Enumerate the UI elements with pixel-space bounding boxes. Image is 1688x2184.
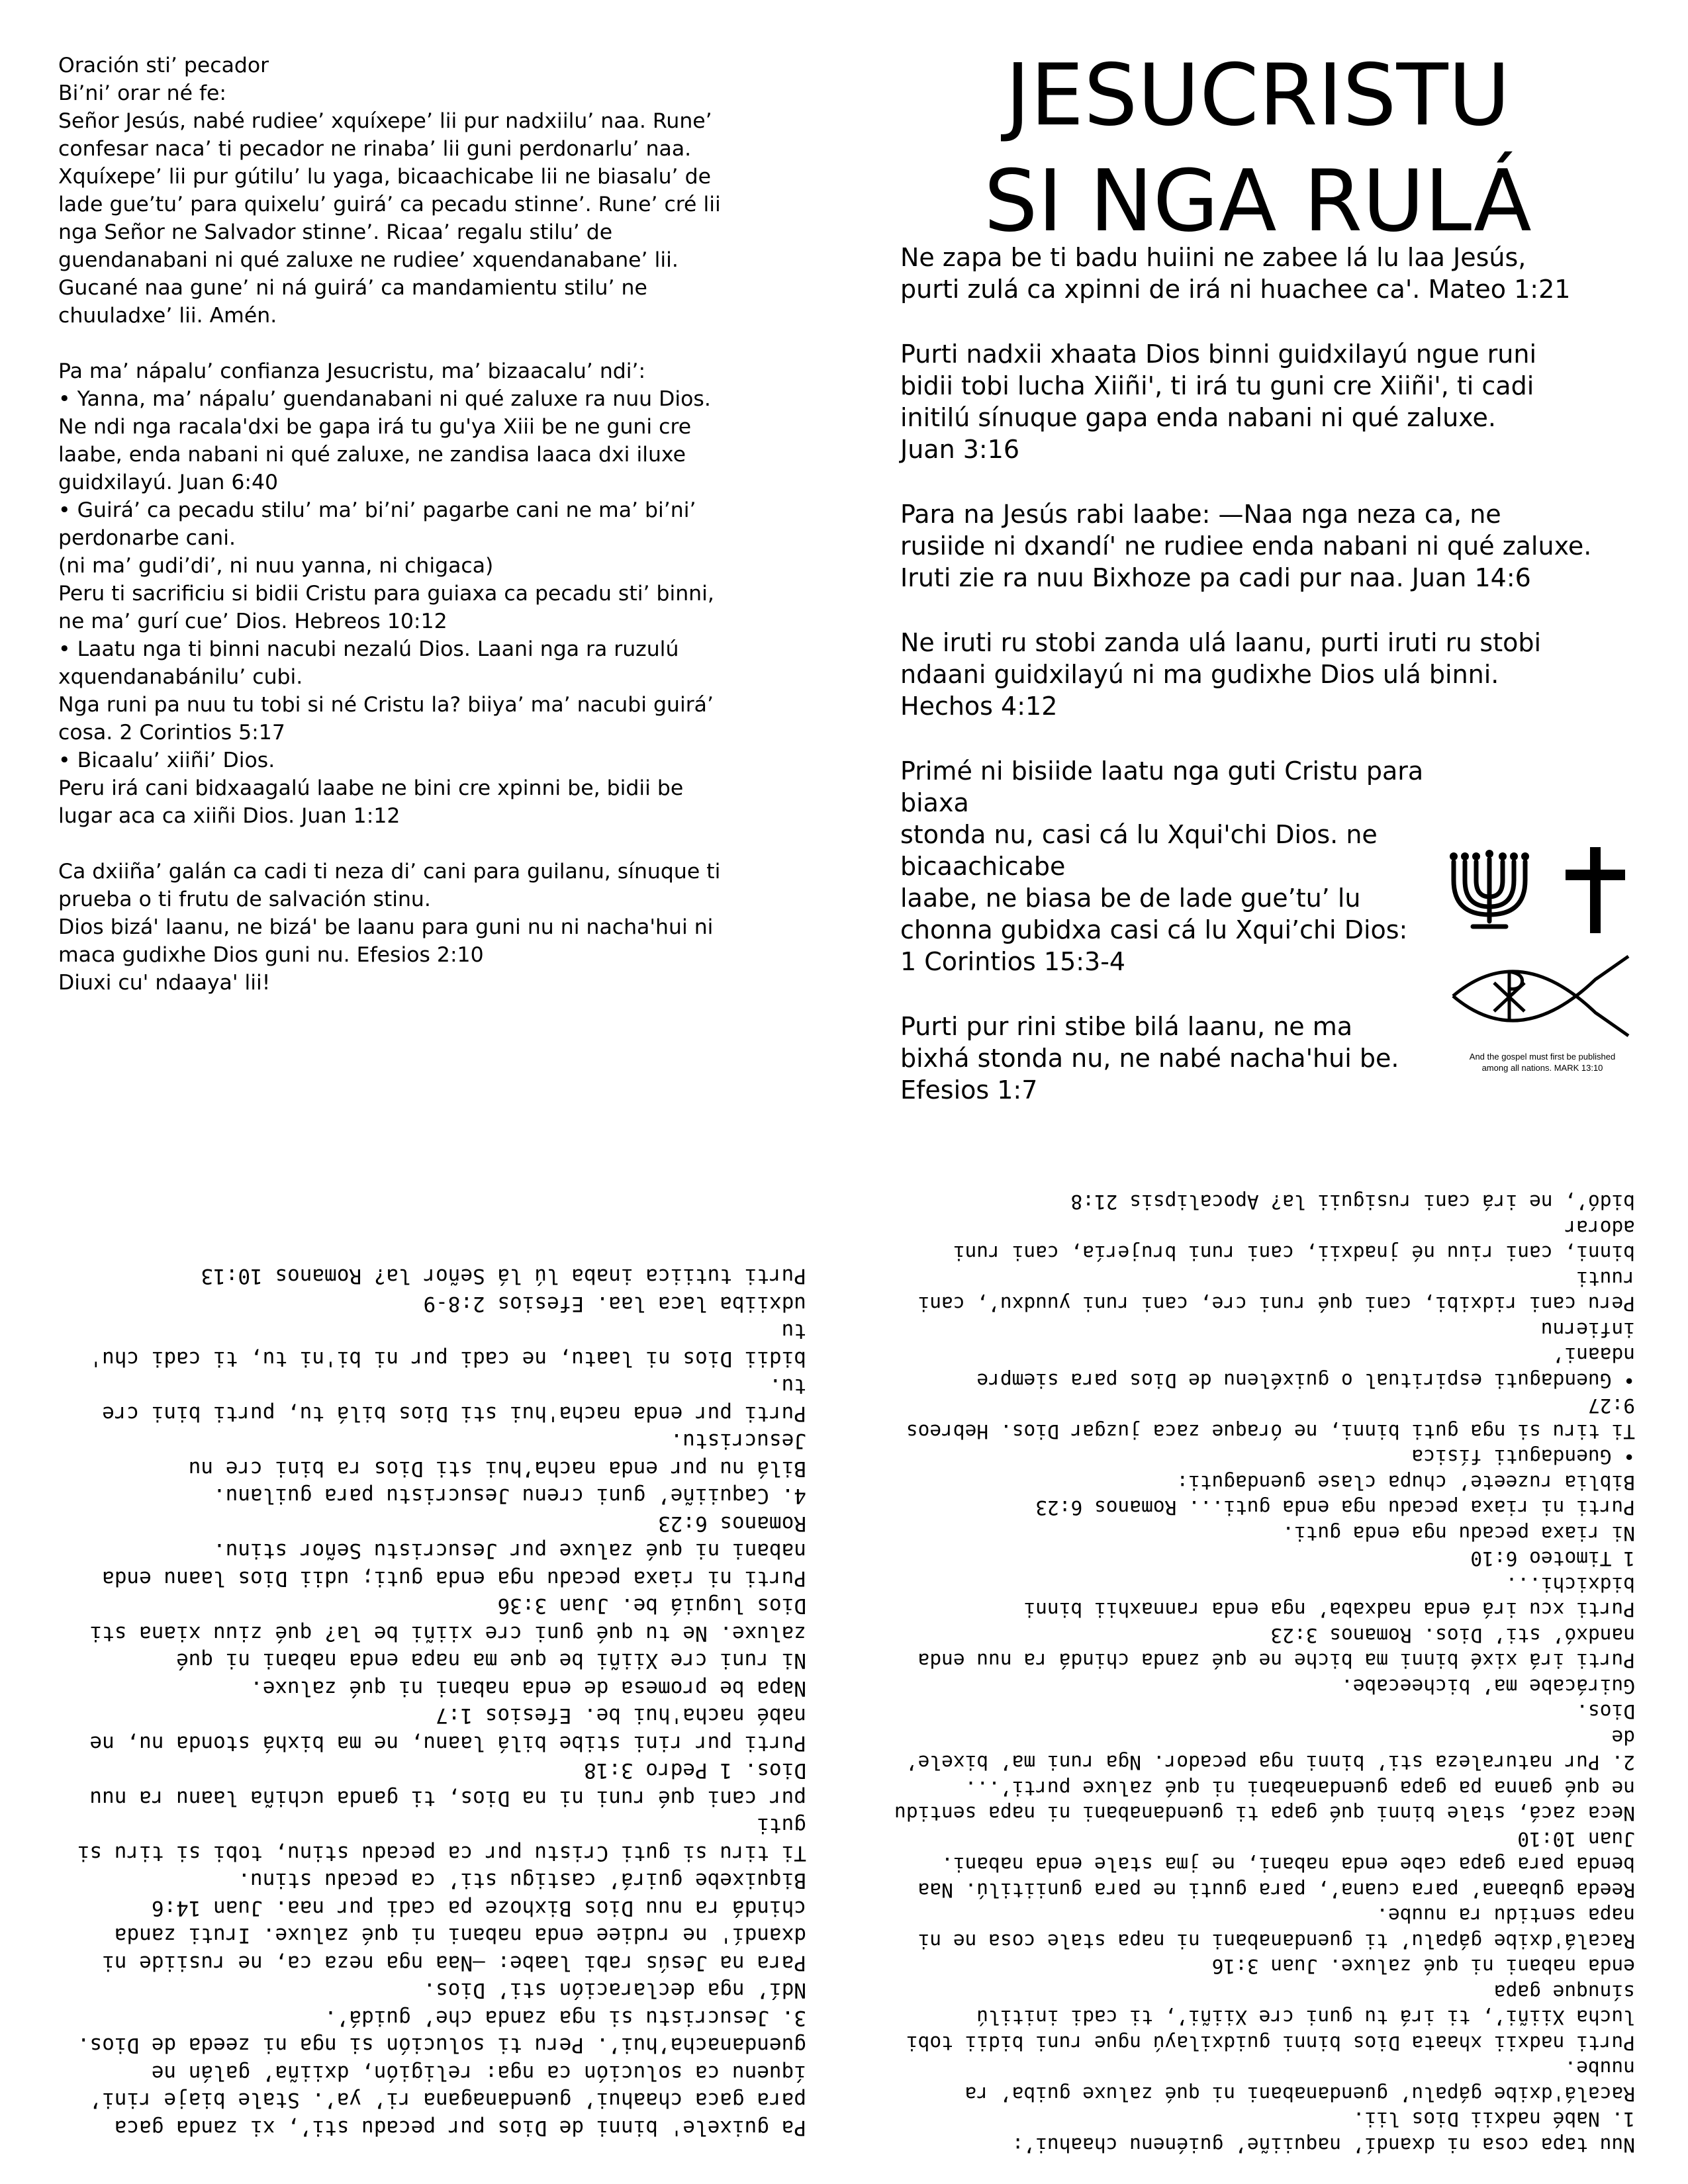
verse-paragraph: Purti pur rini stibe bilá laanu, ne ma bixhá stonda nu, ne nabé nacha'hui be. Efesios 1:7: [900, 1012, 1399, 1105]
verse-paragraph: Primé ni bisiide laatu nga guti Cristu para biaxa stonda nu, casi cá lu Xqui'chi Dios. ne bicaachicabe laabe, ne biasa be de lade gue’tu’ lu chonna gubidxa casi cá lu Xqui’chi Dios: 1 Corintios 15:3-4: [900, 756, 1424, 976]
cross-icon: [1566, 847, 1625, 933]
faith-emblem: [1446, 847, 1638, 1073]
verse-paragraph: Para na Jesús rabi laabe: —Naa nga neza ca, ne rusiide ni dxandí' ne rudiee enda nabani ni qué zaluxe. Iruti zie ra nuu Bixhoze pa cadi pur naa. Juan 14:6: [900, 500, 1592, 592]
title-panel: [880, 43, 1635, 1105]
prayer-text: Oración sti’ pecador Bi’ni’ orar né fe: Señor Jesús, nabé rudiee’ xquíxepe’ lii pur nadxiilu’ naa. Rune’ confesar naca’ ti pecador ne rinaba’ lii guni perdonarlu’ naa. Xquíxepe’ lii pur gútilu’ lu yaga, bicaachicabe lii ne biasalu’ de lade gue’tu’ para quixelu’ guirá’ ca pecadu stinne’. Rune’ cré lii nga Señor ne Salvador stinne’. Ricaa’ regalu stilu’ de guendanabani ni qué zaluxe ne rudiee’ xquendanabane’ lii. Gucané naa gune’ ni ná guirá’ ca mandamientu stilu’ ne chuuladxe’ lii. Amén. Pa ma’ nápalu’ confianza Jesucristu, ma’ bizaacalu’ ndi’: • Yanna, ma’ nápalu’ guendanabani ni qué zaluxe ra nuu Dios. Ne ndi nga racala'dxi be gapa irá tu gu'ya Xiii be ne guni cre laabe, enda nabani ni qué zaluxe, ne zandisa laaca dxi iluxe guidxilayú. Juan 6:40 • Guirá’ ca pecadu stilu’ ma’ bi’ni’ pagarbe cani ne ma’ bi’ni’ perdonarbe cani. (ni ma’ gudi’di’, ni nuu yanna, ni chigaca) Peru ti sacrificiu si bidii Cristu para guiaxa ca pecadu sti’ binni, ne ma’ gurí cue’ Dios. Hebreos 10:12 • Laatu nga ti binni nacubi nezalú Dios. Laani nga ra ruzulú xquendanabánilu’ cubi. Nga runi pa nuu tu tobi si né Cristu la? biiya’ ma’ nacubi guirá’ cosa. 2 Corintios 5:17 • Bicaalu’ xiiñi’ Dios. Peru irá cani bidxaagalú laabe ne bini cre xpinni be, bidii be lugar aca ca xiiñi Dios. Juan 1:12 Ca dxiiña’ galán ca cadi ti neza di’ cani para guilanu, sínuque ti prueba o ti frutu de salvación stinu. Dios bizá' laanu, ne bizá' be laanu para guni nu ni nacha'hui ni maca gudixhe Dios guni nu. Efesios 2:10 Diuxi cu' ndaaya' lii!: [58, 54, 721, 995]
title-line-2: SI NGA RULÁ: [984, 152, 1532, 251]
title-line-1: JESUCRISTU: [1005, 46, 1511, 145]
verse-paragraph: Ne zapa be ti badu huiini ne zabee lá lu laa Jesús, purti zulá ca xpinni de irá ni huachee ca'. Mateo 1:21: [900, 243, 1571, 304]
ichthys-chi-rho-icon: [1446, 946, 1638, 1046]
prayer-panel: [58, 52, 806, 1044]
main-title: [880, 43, 1635, 255]
menorah-icon: [1446, 847, 1532, 933]
inverted-left-text: Pa guixele' binni de Dios pur pecadu sti’, xi zanda gaca para gaca chaahui’ guendanagana ri’ ya’. Stale biaje rini’ íquenu ca solución ca nga: religión, dxiiña’ galán ne guendanacha’hui’. Peru ti solución si nga ni zeeda de Dios. 3. Jesucristu si nga zanda che’ guidá’. Ndí’ nga declaración sti’ Dios. Para na Jesús rabi laabe: —Naa nga neza ca, ne rusiide ni dxandí' ne rudiee enda nabani ni qué zaluxe. Iruti zanda chindá ra nuu Dios Bixhoze pa cadi pur naa. Juan 14:6 Biquixebe guirá’ castigu sti’ ca pecadu stinu. Ti tiru si guti Cristu pur ca pecadu stinu, tobi si tiru si guti pur cani qué runi ni na Dios, ti ganda uchiña laanu ra nuu Dios. 1 Pedro 3:18 Purti pur rini stibe bilá laanu, ne ma bixhá stonda nu, ne nabé nacha'hui be. Efesios 1:7 Napa be promesa de enda nabani ni qué zaluxe. Ni runi cre Xiiñi be que ma napa enda nabani ni qué zaluxe. Ne tu qué guni cre xiiñi be la? qué ziuu xiana sti Dios luguiá be. Juan 3:36 Purti ni riaxa pecadu nga enda guti; udii Dios laanu enda nabani ni qué zaluxe pur Jesucristu Señor stinu. Romanos 6:23 4. Caquiiñe’ guni crenu Jesucristu para guilanu. Bilá nu pur enda nacha’hui sti Dios ra bini cre nu Jesucristu. Purti pur enda nacha'hui sti Dios bilá tu, purti bini cre tu. bidii Dios ni laatu, ne cadi pur ni bi'ni tu, ti cadi chu' tu udxiiba laca laa. Efesios 2:8-9 Purti tutiica inaba lú lá Señor la? Romanos 10:13: [77, 1264, 806, 2140]
verse-paragraph: Purti nadxii xhaata Dios binni guidxilayú ngue runi bidii tobi lucha Xiiñi', ti irá tu guni cre Xiiñi', ti cadi initilú sínuque gapa enda nabani ni qué zaluxe. Juan 3:16: [900, 340, 1537, 464]
emblem-caption: And the gospel must first be published among all nations. MARK 13:10: [1469, 1052, 1616, 1073]
inverted-left-panel: [58, 1152, 806, 2141]
inverted-right-panel: [887, 1185, 1635, 2158]
inverted-right-text: Nuu tapa cosa ni dxandí’ naquiiñe’ guiénenu chaahui’: 1. Nabé nadxii Dios lii. Racalá'dxibe gápalu’ guendanabani ni qué zaluxe guiba’ ra nuube. Purti nadxii xhaata Dios binni guidxilayú ngue runi bidii tobi lucha Xiiñi’, ti irá tu guni cre Xiiñi’, ti cadi initilú sínuque gapa enda nabani ni qué zaluxe. Juan 3:16 Racalá'dxibe gápalu’ ti guendanabani ni napa stale cosa ne ni napa sentidu ra nuube. Reeda gubaana’ para cuana’, para guuti ne para guniitilú. Naa benda para gapa cabe enda nabani, ne jma stale enda nabani. Juan 10:10 Neca zacá, stale binni qué gapa ti guendanabani ni napa sentidu ne qué ganna pa gapa guendanabani ni qué zaluxe purti’... 2. Pur naturaleza sti’ binni nga pecador. Nga runi ma’ bixele’ de Dios. Guirácabe ma’ bicheecabe. Purti irá xixé binni ma biche ne qué zanda chindá ra nuu enda nandxó’ sti’ Dios. Romanos 3:23 Purti xcu irá enda nadxaba’ nga enda rannaxhii binni bidxichi... 1 Timoteo 6:10 Ni riaxa pecadu nga enda guti. Purti ni riaxa pecadu nga enda guti... Romanos 6:23 Biblia ruzeete’ chupa clase guendaguti: • Guendaguti física Ti tiru si nga guti binni, ne óraque zaca juzgar Dios. Hebreos 9:27 • Guendaguti espiritual o guixélenu de Dios para siempre ndaani’ infiernu Peru cani ridxibi, cani qué runi cre, cani runi yuudxu’, cani ruuti binni, cani riuu né jnadxii, cani runi brujería, cani runi adorar bidó’, ne irá cani rusiguii la? Apocalipsis 21:8: [894, 1191, 1635, 2156]
verse-paragraph: Ne iruti ru stobi zanda ulá laanu, purti iruti ru stobi ndaani guidxilayú ni ma gudixhe Dios ulá binni. Hechos 4:12: [900, 628, 1542, 721]
